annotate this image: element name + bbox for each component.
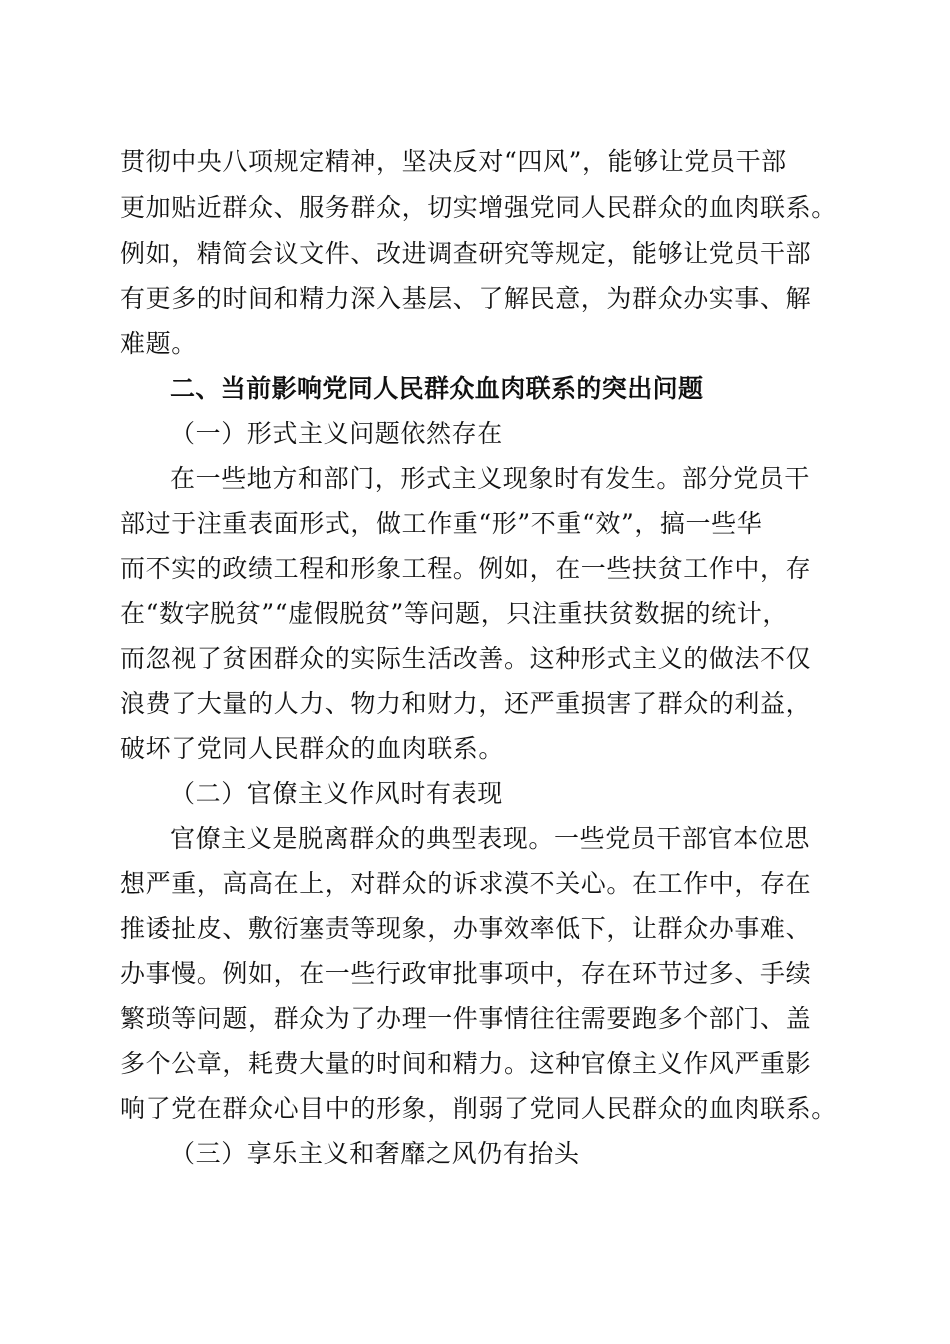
paragraph-line: 破坏了党同人民群众的血肉联系。 [120,734,505,763]
paragraph-line: 例如，精简会议文件、改进调查研究等规定，能够让党员干部 [120,239,812,268]
paragraph-line: 响了党在群众心目中的形象，削弱了党同人民群众的血肉联系。 [120,1094,837,1123]
paragraph-line: 在一些地方和部门，形式主义现象时有发生。部分党员干 [170,464,811,493]
section-heading: 二、当前影响党同人民群众血肉联系的突出问题 [170,374,704,403]
paragraph-line: 贯彻中央八项规定精神，坚决反对“四风”，能够让党员干部 [120,147,787,176]
paragraph-line: 更加贴近群众、服务群众，切实增强党同人民群众的血肉联系。 [120,193,837,222]
paragraph-line: 在“数字脱贫”“虚假脱贫”等问题，只注重扶贫数据的统计， [120,599,788,628]
paragraph-line: 推诿扯皮、敷衍塞责等现象，办事效率低下，让群众办事难、 [120,914,812,943]
paragraph-line: 难题。 [120,329,197,358]
paragraph-line: 办事慢。例如，在一些行政审批事项中，存在环节过多、手续 [120,959,812,988]
paragraph-line: 繁琐等问题，群众为了办理一件事情往往需要跑多个部门、盖 [120,1004,812,1033]
subsection-heading: （二）官僚主义作风时有表现 [170,779,503,808]
paragraph-line: 官僚主义是脱离群众的典型表现。一些党员干部官本位思 [170,824,811,853]
subsection-heading: （一）形式主义问题依然存在 [170,419,503,448]
paragraph-line: 想严重，高高在上，对群众的诉求漠不关心。在工作中，存在 [120,869,812,898]
paragraph-line: 部过于注重表面形式，做工作重“形”不重“效”，搞一些华 [120,509,763,538]
paragraph-line: 浪费了大量的人力、物力和财力，还严重损害了群众的利益， [120,689,812,718]
paragraph-line: 而不实的政绩工程和形象工程。例如，在一些扶贫工作中，存 [120,554,812,583]
subsection-heading: （三）享乐主义和奢靡之风仍有抬头 [170,1139,580,1168]
paragraph-line: 而忽视了贫困群众的实际生活改善。这种形式主义的做法不仅 [120,644,812,673]
paragraph-line: 有更多的时间和精力深入基层、了解民意，为群众办实事、解 [120,284,812,313]
paragraph-line: 多个公章，耗费大量的时间和精力。这种官僚主义作风严重影 [120,1049,812,1078]
